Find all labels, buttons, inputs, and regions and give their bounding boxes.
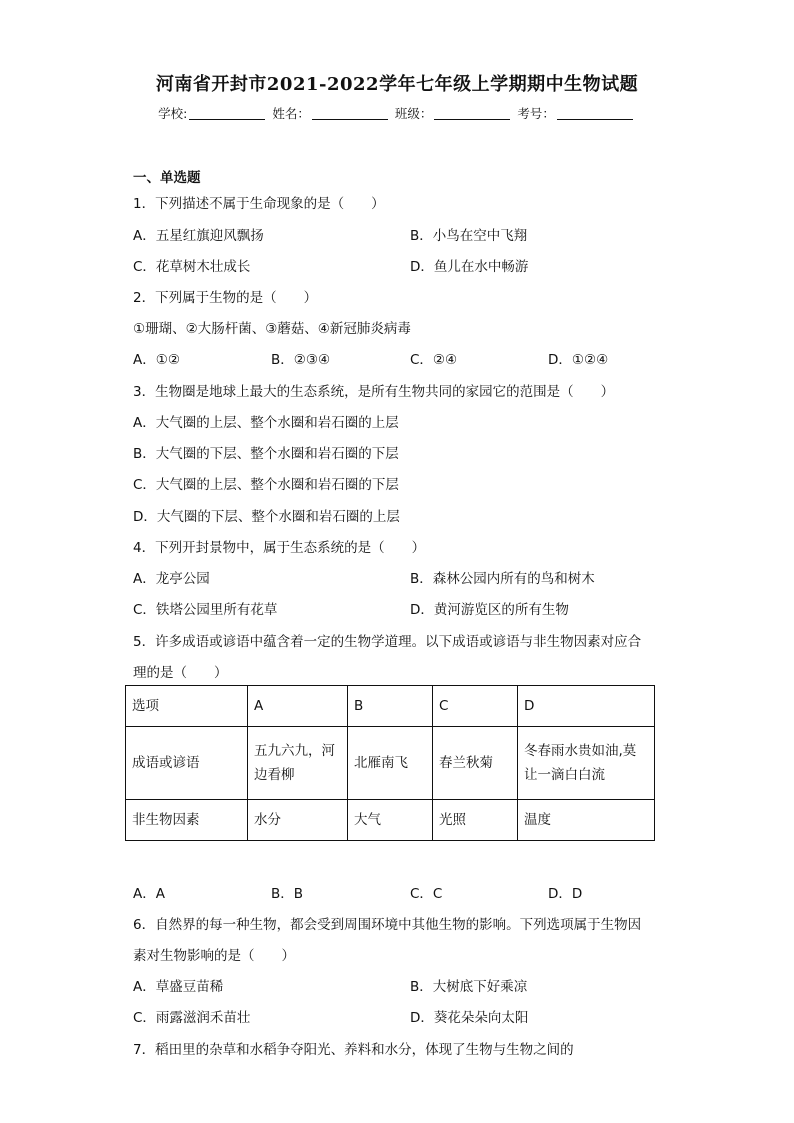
q5-option-c: C．C — [410, 886, 443, 902]
name-blank — [312, 119, 388, 120]
number-label: 考号： — [517, 106, 555, 121]
table-header-cell: B — [348, 686, 433, 727]
class-blank — [434, 119, 510, 120]
q4-option-b: B．森林公园内所有的鸟和树木 — [410, 571, 595, 587]
table-cell: 光照 — [433, 800, 518, 841]
q2-option-a: A．①② — [133, 352, 180, 368]
student-info-line — [0, 104, 794, 122]
q2-option-c: C．②④ — [410, 352, 458, 368]
q1-option-c: C．花草树木壮成长 — [133, 259, 251, 275]
cell-line: 让一滴白白流 — [524, 767, 605, 783]
q3-option-b: B．大气圈的下层、整个水圈和岩石圈的下层 — [133, 446, 399, 462]
q6-option-b: B．大树底下好乘凉 — [410, 979, 528, 995]
table-cell — [248, 727, 348, 800]
q3-option-c: C．大气圈的上层、整个水圈和岩石圈的下层 — [133, 477, 399, 493]
q6-option-d: D．葵花朵朵向太阳 — [410, 1010, 529, 1026]
question-5-table — [125, 685, 655, 841]
q4-option-c: C．铁塔公园里所有花草 — [133, 602, 278, 618]
q6-option-a: A．草盛豆苗稀 — [133, 979, 224, 995]
table-cell: 温度 — [518, 800, 655, 841]
table-cell: 成语或谚语 — [126, 727, 248, 800]
table-row — [126, 686, 655, 727]
school-blank — [189, 119, 265, 120]
q4-option-d: D．黄河游览区的所有生物 — [410, 602, 569, 618]
table-cell: 北雁南飞 — [348, 727, 433, 800]
question-4-stem: 4．下列开封景物中，属于生态系统的是（ ） — [133, 540, 426, 556]
question-7-stem: 7．稻田里的杂草和水稻争夺阳光、养料和水分，体现了生物与生物之间的 — [133, 1042, 574, 1058]
q2-option-d: D．①②④ — [548, 352, 609, 368]
q5-option-d: D．D — [548, 886, 583, 902]
exam-title: 河南省开封市2021-2022学年七年级上学期期中生物试题 — [155, 74, 639, 95]
school-label: 学校: — [158, 106, 188, 121]
class-label: 班级： — [394, 106, 433, 121]
cell-line: 五九六九，河 — [254, 743, 335, 759]
q6-option-c: C．雨露滋润禾苗壮 — [133, 1010, 251, 1026]
table-row — [126, 727, 655, 800]
question-6-stem-line1: 6．自然界的每一种生物，都会受到周围环境中其他生物的影响。下列选项属于生物因 — [133, 917, 642, 933]
q4-option-a: A．龙亭公园 — [133, 571, 210, 587]
question-3-stem: 3．生物圈是地球上最大的生态系统，是所有生物共同的家园它的范围是（ ） — [133, 384, 615, 400]
table-cell: 大气 — [348, 800, 433, 841]
cell-line: 边看柳 — [254, 767, 295, 783]
question-1-stem: 1．下列描述不属于生命现象的是（ ） — [133, 196, 385, 212]
q1-option-d: D．鱼儿在水中畅游 — [410, 259, 529, 275]
cell-line: 冬春雨水贵如油,莫 — [524, 743, 637, 759]
question-5-stem-line1: 5．许多成语或谚语中蕴含着一定的生物学道理。以下成语或谚语与非生物因素对应合 — [133, 634, 642, 650]
q1-option-b: B．小鸟在空中飞翔 — [410, 228, 528, 244]
table-cell — [518, 727, 655, 800]
question-2-items: ①珊瑚、②大肠杆菌、③蘑菇、④新冠肺炎病毒 — [133, 321, 411, 337]
table-header-cell: C — [433, 686, 518, 727]
table-row — [126, 800, 655, 841]
q3-option-a: A．大气圈的上层、整个水圈和岩石圈的上层 — [133, 415, 399, 431]
question-5-stem-line2: 理的是（ ） — [133, 665, 228, 681]
table-cell: 水分 — [248, 800, 348, 841]
q3-option-d: D．大气圈的下层、整个水圈和岩石圈的上层 — [133, 509, 400, 525]
table-cell: 非生物因素 — [126, 800, 248, 841]
q2-option-b: B．②③④ — [271, 352, 331, 368]
question-2-stem: 2．下列属于生物的是（ ） — [133, 290, 318, 306]
table-header-cell: A — [248, 686, 348, 727]
q5-option-a: A．A — [133, 886, 165, 902]
table-header-cell: D — [518, 686, 655, 727]
number-blank — [557, 119, 633, 120]
q1-option-a: A．五星红旗迎风飘扬 — [133, 228, 264, 244]
name-label: 姓名： — [272, 106, 310, 121]
section-title: 一、单选题 — [133, 170, 201, 186]
q5-option-b: B．B — [271, 886, 304, 902]
question-6-stem-line2: 素对生物影响的是（ ） — [133, 948, 295, 964]
table-cell: 春兰秋菊 — [433, 727, 518, 800]
table-header-cell: 选项 — [126, 686, 248, 727]
